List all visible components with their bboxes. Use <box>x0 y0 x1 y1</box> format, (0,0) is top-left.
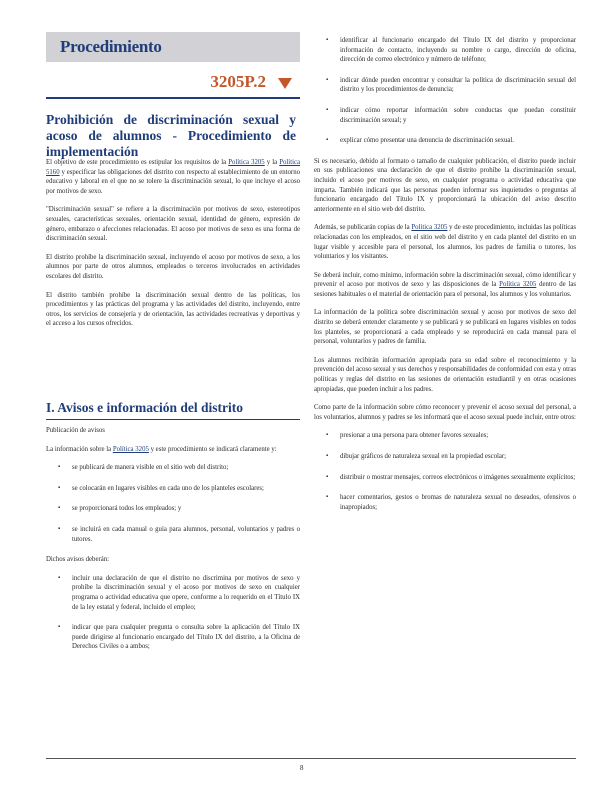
list-item: ▪ se incluirá en cada manual o guía para alumnos, personal, voluntarios y padres o tutores. <box>46 525 300 544</box>
policy-3205-link[interactable]: Política 3205 <box>112 445 149 453</box>
text: y la <box>264 159 280 166</box>
right-column <box>314 36 576 523</box>
paragraph-copies <box>314 223 576 261</box>
bullet-list-notice-content <box>46 574 300 652</box>
list-item: ▪ se publicará de manera visible en el sitio web del distrito; <box>46 463 300 473</box>
procedure-banner <box>46 32 300 62</box>
policy-code: 3205P.2 <box>210 72 266 91</box>
left-column-intro <box>46 158 300 338</box>
document-title: Prohibición de discriminación sexual y acoso de alumnos - Procedimiento de implementación <box>46 112 296 159</box>
list-item: ▪ indicar que para cualquier pregunta o consulta sobre la aplicación del Título IX puede dirigirse al funcionario encargado del Título IX del distrito, a la Oficina de Derechos Civiles o a ambos; <box>46 623 300 652</box>
page-number: 8 <box>300 764 304 772</box>
section-heading: I. Avisos e información del distrito <box>46 400 243 415</box>
policy-3205-link[interactable]: Política 3205 <box>228 159 265 166</box>
text: El objetivo de este procedimiento es estipular los requisitos de la <box>46 159 229 166</box>
header-divider <box>46 97 300 99</box>
list-item: ▪ indicar cómo reportar información sobre conductas que puedan constituir discriminación sexual; y <box>314 106 576 125</box>
bullet-list-harassment-examples <box>314 431 576 512</box>
list-item: ▪ distribuir o mostrar mensajes, correos electrónicos o imágenes sexualmente explícitos; <box>314 473 576 483</box>
paragraph-definition: "Discriminación sexual" se refiere a la discriminación por motivos de sexo, estereotipos sexuales, características sexuales, orientación sexual, identidad de género, expresión de género, embarazo o afecciones relacionadas. El acoso por motivos de sexo es una forma de discriminación sexual. <box>46 206 300 243</box>
paragraph-info <box>46 445 300 455</box>
bullet-list-identify <box>314 36 576 146</box>
list-item: ▪ dibujar gráficos de naturaleza sexual en la propiedad escolar; <box>314 452 576 462</box>
section-label: Procedimiento <box>60 37 162 56</box>
left-column-notices <box>46 426 300 663</box>
paragraph-notices-must: Dichos avisos deberán: <box>46 556 110 564</box>
paragraph-also-prohibits: El distrito también prohíbe la discriminación sexual dentro de las políticas, los procedimientos y las prácticas del programa y las actividades del distrito, incluyendo, entre otros, los servicios de consejería y de orientación, las actividades recreativas y deportivas y el acceso a los cursos ofrecidos. <box>46 291 300 328</box>
section-divider <box>46 419 300 420</box>
list-item: ▪ incluir una declaración de que el distrito no discrimina por motivos de sexo y prohíbe la discriminación sexual y el acoso por motivos de sexo en cualquier programa o actividad educativa que opere, conforme a lo requerido en el Título IX de la ley estatal y federal, incluido el empleo; <box>46 574 300 612</box>
list-item: ▪ se proporcionará todos los empleados; y <box>46 504 300 514</box>
paragraph-prohibits: El distrito prohíbe la discriminación sexual, incluyendo el acoso por motivos de sexo, a los alumnos por parte de otros alumnos, empleados o terceros involucrados en actividades escolares del distrito. <box>46 253 300 280</box>
list-item: ▪ se colocarán en lugares visibles en cada uno de los planteles escolares; <box>46 484 300 494</box>
list-item: ▪ indicar dónde pueden encontrar y consultar la política de discriminación sexual del distrito y los procedimientos de denuncia; <box>314 76 576 95</box>
text: Se deberá incluir, como mínimo, información sobre la discriminación sexual, cómo identificar y prevenir el acoso por motivos de sexo y las disposiciones de la <box>314 271 576 289</box>
paragraph-orientation <box>314 271 576 300</box>
policy-code-row <box>46 72 300 94</box>
paragraph-objective <box>46 158 300 196</box>
policy-5160-link[interactable]: Política 5160 <box>46 159 301 176</box>
footer-divider <box>46 758 576 759</box>
paragraph-policy-info: La información de la política sobre discriminación sexual y acoso por motivos de sexo del distrito se deberá entender claramente y se publicará y se publicará en lugares visibles en todos los planteles, se proporcionará a cada empleado y se reproducirá en cada manual para el personal, voluntarios y padres de familia. <box>314 309 576 346</box>
text: y especificar las obligaciones del distrito con respecto al establecimiento de un entorno educativo y laboral en el que no se tolere la discriminación sexual, lo que incluye el acoso por motivos de sexo. <box>46 168 300 195</box>
list-item: ▪ hacer comentarios, gestos o bromas de naturaleza sexual no deseados, ofensivos o inapropiados; <box>314 493 576 512</box>
list-item: ▪ identificar al funcionario encargado del Título IX del distrito y proporcionar información de contacto, incluyendo su nombre o cargo, dirección de oficina, dirección de correo electrónico y número de teléfono; <box>314 36 576 65</box>
paragraph-recognize: Como parte de la información sobre cómo reconocer y prevenir el acoso sexual del personal, a los voluntarios, alumnos y padres se les informará que el acoso sexual puede incluir, entre otros: <box>314 404 576 421</box>
policy-3205-link[interactable]: Política 3205 <box>499 281 537 289</box>
text: y de este procedimiento, incluidas las políticas relacionadas con los empleados, en el sitio web del distrito y en cada plantel del distrito en un lugar visible y accesible para el personal, los alumnos, los padres de familia o tutores, los voluntarios y los visitantes. <box>314 224 576 261</box>
triangle-down-icon <box>278 78 292 89</box>
subheading-publication: Publicación de avisos <box>46 427 105 434</box>
text: dentro de las sesiones habituales o el material de orientación para el personal, los alumnos y los voluntarios. <box>314 281 577 298</box>
list-item: ▪ explicar cómo presentar una denuncia de discriminación sexual. <box>314 136 576 146</box>
bullet-list-publish <box>46 463 300 544</box>
paragraph-students: Los alumnos recibirán información apropiada para su edad sobre el reconocimiento y la prevención del acoso sexual y sus derechos y responsabilidades de conformidad con esta y otras políticas y reglas del distrito en las sesiones de orientación estudiantil y en otras ocasiones apropiadas, que pueden incluir a los padres. <box>314 356 576 393</box>
policy-3205-link[interactable]: Política 3205 <box>411 224 448 232</box>
text: La información sobre la <box>46 445 113 453</box>
list-item: ▪ presionar a una persona para obtener favores sexuales; <box>314 431 576 441</box>
paragraph-format: Si es necesario, debido al formato o tamaño de cualquier publicación, el distrito puede incluir en sus publicaciones una declaración de que el distrito prohíbe la discriminación sexual, incluido el acoso por motivos de sexo, en cualquier programa o actividad educativa que imparta. También indicará que las personas pueden informar sus inquietudes o preguntas al funcionario encargado del Título IX y proporcionará la ubicación del aviso descrito anteriormente en el sitio web del distrito. <box>314 157 576 213</box>
text: y este procedimiento se indicará claramente y: <box>148 445 277 453</box>
text: Además, se publicarán copias de la <box>314 224 412 232</box>
